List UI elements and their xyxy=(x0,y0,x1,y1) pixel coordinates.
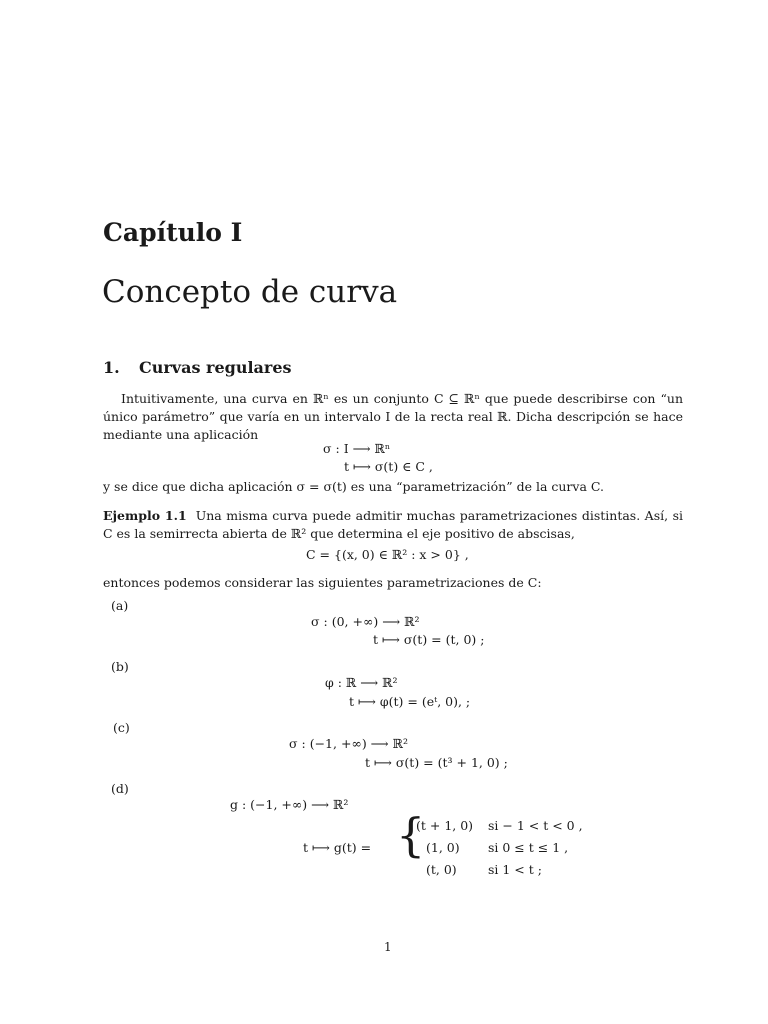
chapter-label: Capítulo I xyxy=(103,218,243,247)
section-number: 1. xyxy=(103,358,120,377)
case-condition: si 1 < t ; xyxy=(488,862,542,877)
intro-paragraph: Intuitivamente, una curva en ℝⁿ es un conjunto C ⊆ ℝⁿ que puede describirse con “un único parámetro” que varía en un intervalo I de la recta real ℝ. Dicha descripción se hace mediante una aplicación xyxy=(103,391,683,442)
item-c-line1: σ : (−1, +∞) ⟶ ℝ² xyxy=(289,736,408,751)
page-number: 1 xyxy=(384,940,392,954)
item-a-line2: t ⟼ σ(t) = (t, 0) ; xyxy=(373,632,485,647)
item-d-line1: g : (−1, +∞) ⟶ ℝ² xyxy=(230,797,349,812)
map-definition-line1: σ : I ⟶ ℝⁿ xyxy=(323,441,391,456)
section-title: Curvas regulares xyxy=(139,358,292,377)
case-value: (t + 1, 0) xyxy=(416,818,474,833)
item-a-label: (a) xyxy=(111,598,129,613)
item-d-label: (d) xyxy=(111,781,129,796)
map-definition-line2: t ⟼ σ(t) ∈ C , xyxy=(344,459,433,474)
case-condition: si − 1 < t < 0 , xyxy=(488,818,583,833)
item-c-line2: t ⟼ σ(t) = (t³ + 1, 0) ; xyxy=(365,755,508,770)
cases-brace: { xyxy=(396,808,426,862)
item-a-line1: σ : (0, +∞) ⟶ ℝ² xyxy=(311,614,420,629)
item-c-label: (c) xyxy=(113,720,130,735)
example-paragraph xyxy=(103,507,683,543)
case-value: (1, 0) xyxy=(426,840,460,855)
case-condition: si 0 ≤ t ≤ 1 , xyxy=(488,840,569,855)
example-text: Una misma curva puede admitir muchas parametrizaciones distintas. Así, si C es la semirrecta abierta de ℝ² que determina el eje positivo de abscisas, xyxy=(103,508,683,541)
example-label: Ejemplo 1.1 xyxy=(103,508,187,523)
item-b-line1: φ : ℝ ⟶ ℝ² xyxy=(325,675,398,690)
case-value: (t, 0) xyxy=(426,862,457,877)
set-definition: C = {(x, 0) ∈ ℝ² : x > 0} , xyxy=(306,547,469,562)
item-d-line2: t ⟼ g(t) = xyxy=(303,840,372,855)
after-map-paragraph: y se dice que dicha aplicación σ = σ(t) es una “parametrización” de la curva C. xyxy=(103,479,604,494)
item-b-line2: t ⟼ φ(t) = (eᵗ, 0), ; xyxy=(349,694,471,709)
chapter-title: Concepto de curva xyxy=(102,274,398,310)
then-paragraph: entonces podemos considerar las siguientes parametrizaciones de C: xyxy=(103,575,542,590)
item-b-label: (b) xyxy=(111,659,129,674)
